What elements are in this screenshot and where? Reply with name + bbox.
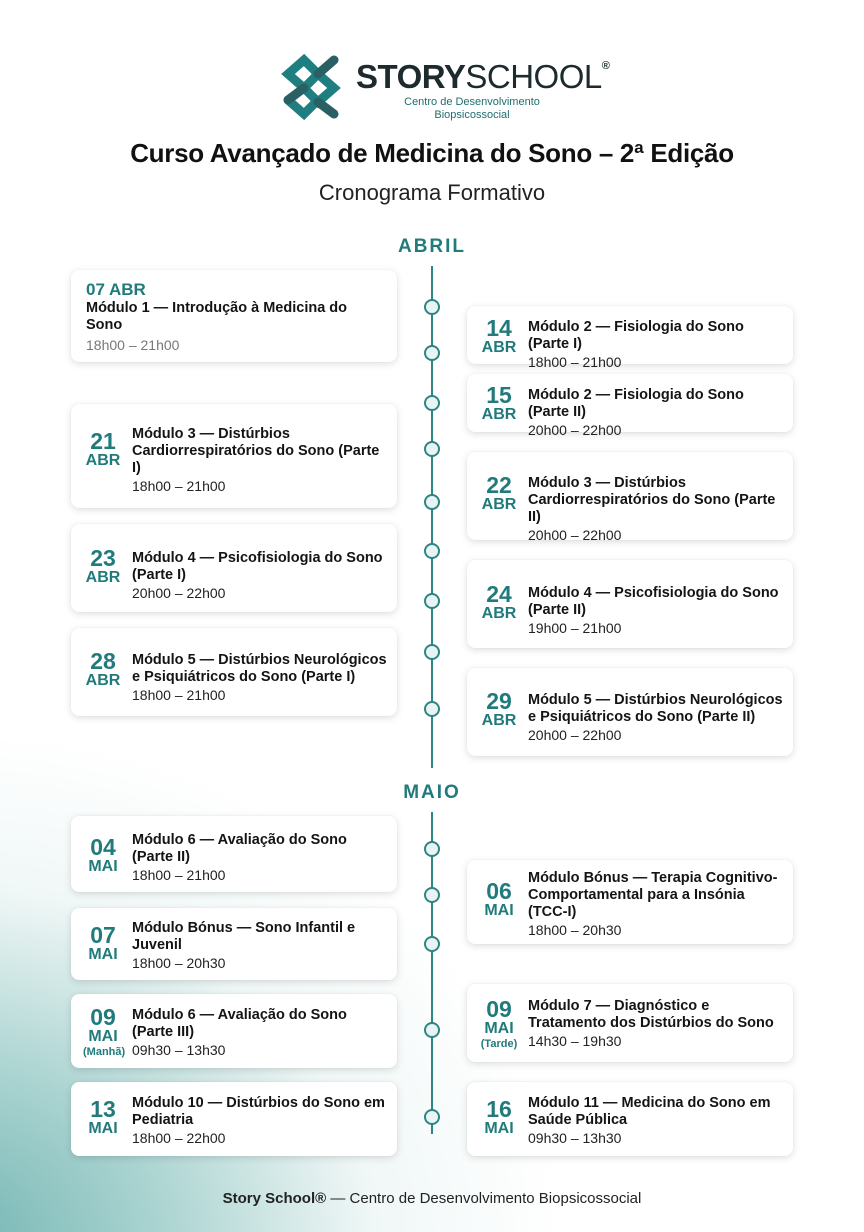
session-title: Módulo 2 — Fisiologia do Sono (Parte II) — [528, 387, 744, 420]
timeline-dot — [424, 395, 440, 411]
session-time: 20h00 – 22h00 — [528, 527, 622, 543]
footer — [0, 1190, 864, 1207]
timeline-dot — [424, 1022, 440, 1038]
session-title: Módulo 5 — Distúrbios Neurológicos e Psiquiátricos do Sono (Parte I) — [132, 652, 387, 685]
session-title: Módulo 4 — Psicofisiologia do Sono (Parte II) — [528, 585, 779, 618]
session-title: Módulo 3 — Distúrbios Cardiorrespiratórios do Sono (Parte II) — [528, 475, 776, 525]
session-day: 09 — [486, 996, 512, 1022]
session-title: Módulo 10 — Distúrbios do Sono em Pediatria — [132, 1095, 385, 1128]
session-day: 16 — [486, 1096, 512, 1122]
session-month: MAI — [88, 1028, 118, 1045]
timeline-dot — [424, 593, 440, 609]
session-time: 18h00 – 21h00 — [132, 867, 226, 883]
session-month: MAI — [484, 902, 514, 919]
session-title: Módulo Bónus — Sono Infantil e Juvenil — [132, 920, 356, 953]
session-day: 09 — [90, 1004, 116, 1030]
session-card — [71, 994, 397, 1068]
session-time: 18h00 – 20h30 — [528, 922, 622, 938]
page-subtitle: Cronograma Formativo — [318, 180, 546, 205]
timeline-dot — [424, 1109, 440, 1125]
timeline-dot — [424, 841, 440, 857]
session-card — [467, 374, 793, 438]
brand-subtitle: Centro de Desenvolvimento Biopsicossocial — [404, 96, 540, 121]
session-day: 06 — [486, 878, 512, 904]
session-month: ABR — [85, 452, 121, 469]
session-card — [467, 984, 793, 1062]
session-month: MAI — [484, 1120, 514, 1137]
timeline-dot — [424, 494, 440, 510]
session-month: ABR — [481, 496, 517, 513]
session-title: Módulo 2 — Fisiologia do Sono (Parte I) — [528, 319, 744, 352]
session-day: 14 — [486, 315, 512, 341]
session-month: ABR — [481, 339, 517, 356]
session-month: ABR — [85, 569, 121, 586]
session-time: 14h30 – 19h30 — [528, 1033, 622, 1049]
month-heading-april: ABRIL — [397, 236, 467, 257]
session-card — [71, 816, 397, 892]
session-card — [71, 908, 397, 980]
session-month: ABR — [85, 672, 121, 689]
session-title: Módulo 11 — Medicina do Sono em Saúde Pública — [528, 1095, 771, 1128]
session-day: 07 — [90, 922, 116, 948]
session-time: 18h00 – 20h30 — [132, 955, 226, 971]
timeline-dot — [424, 644, 440, 660]
session-time: 18h00 – 21h00 — [132, 687, 226, 703]
story-school-logo-icon — [278, 54, 344, 120]
session-title: Módulo 3 — Distúrbios Cardiorrespiratórios do Sono (Parte I) — [132, 426, 380, 476]
session-time: 20h00 – 22h00 — [528, 727, 622, 743]
session-card — [71, 1082, 397, 1156]
session-card — [71, 404, 397, 508]
session-time: 09h30 – 13h30 — [528, 1130, 622, 1146]
session-month: MAI — [88, 1120, 118, 1137]
session-card — [467, 560, 793, 648]
session-month: ABR — [481, 605, 517, 622]
session-title: Módulo 7 — Diagnóstico e Tratamento dos Distúrbios do Sono — [528, 998, 774, 1031]
session-card — [467, 452, 793, 543]
session-time: 18h00 – 21h00 — [528, 354, 622, 370]
session-day: 13 — [90, 1096, 116, 1122]
timeline-line-may — [431, 812, 433, 1134]
session-time: 18h00 – 21h00 — [86, 337, 180, 353]
session-time: 18h00 – 22h00 — [132, 1130, 226, 1146]
session-card — [467, 860, 793, 944]
session-day: 23 — [90, 545, 116, 571]
timeline-dot — [424, 887, 440, 903]
session-card — [467, 306, 793, 370]
session-title: Módulo 1 — Introdução à Medicina do Sono — [86, 300, 348, 333]
session-title: Módulo 5 — Distúrbios Neurológicos e Psiquiátricos do Sono (Parte II) — [528, 692, 783, 725]
timeline-dot — [424, 441, 440, 457]
timeline-dot — [424, 701, 440, 717]
session-date: 07 ABR — [86, 280, 146, 299]
timeline-dot — [424, 299, 440, 315]
session-time: 09h30 – 13h30 — [132, 1042, 226, 1058]
session-time: 18h00 – 21h00 — [132, 478, 226, 494]
session-title: Módulo 6 — Avaliação do Sono (Parte III) — [132, 1007, 347, 1040]
session-period: (Tarde) — [480, 1038, 518, 1050]
session-month: ABR — [481, 406, 517, 423]
session-month: MAI — [484, 1020, 514, 1037]
session-title: Módulo 4 — Psicofisiologia do Sono (Parte I) — [132, 550, 383, 583]
footer-text: — Centro de Desenvolvimento Biopsicossocial — [326, 1190, 642, 1207]
session-time: 20h00 – 22h00 — [132, 585, 226, 601]
session-month: MAI — [88, 946, 118, 963]
session-title: Módulo Bónus — Terapia Cognitivo-Comportamental para a Insónia (TCC-I) — [528, 870, 778, 920]
session-day: 24 — [486, 581, 512, 607]
timeline-dot — [424, 543, 440, 559]
page-title: Curso Avançado de Medicina do Sono – 2ª Edição — [130, 138, 734, 168]
session-time: 20h00 – 22h00 — [528, 422, 622, 438]
session-card — [71, 270, 397, 362]
timeline-line-april — [431, 266, 433, 768]
session-time: 19h00 – 21h00 — [528, 620, 622, 636]
session-day: 21 — [90, 428, 116, 454]
session-day: 04 — [90, 834, 116, 860]
session-day: 22 — [486, 472, 512, 498]
session-month: MAI — [88, 858, 118, 875]
brand-name: STORYSCHOOL® — [356, 58, 610, 95]
timeline-dot — [424, 936, 440, 952]
session-day: 15 — [486, 382, 512, 408]
brand-logo — [278, 54, 610, 124]
session-card — [71, 524, 397, 612]
session-day: 28 — [90, 648, 116, 674]
session-title: Módulo 6 — Avaliação do Sono (Parte II) — [132, 832, 347, 865]
session-period: (Manhã) — [83, 1046, 126, 1058]
month-heading-may: MAIO — [403, 782, 461, 803]
session-card — [467, 668, 793, 756]
timeline-dot — [424, 345, 440, 361]
session-card — [71, 628, 397, 716]
session-month: ABR — [481, 712, 517, 729]
footer-brand: Story School® — [222, 1190, 327, 1207]
session-day: 29 — [486, 688, 512, 714]
session-card — [467, 1082, 793, 1156]
